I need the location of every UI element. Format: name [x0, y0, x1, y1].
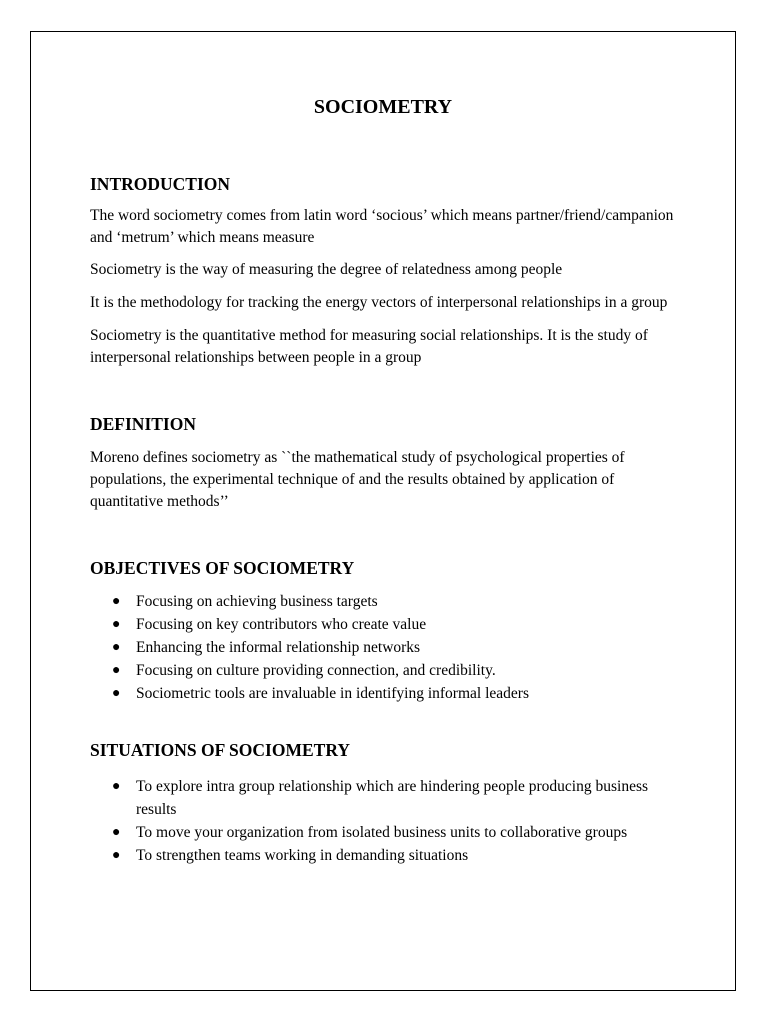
list-item-text: Focusing on achieving business targets [136, 593, 378, 610]
list-item [90, 775, 690, 821]
list-item [90, 821, 690, 844]
list-item [90, 844, 690, 867]
bullet-icon: ● [112, 825, 121, 840]
list-item-text: Focusing on key contributors who create value [136, 616, 427, 633]
definition-heading: DEFINITION [90, 414, 196, 434]
list-item-text: To explore intra group relationship which are hindering people producing business results [136, 778, 649, 818]
list-item-text: To move your organization from isolated business units to collaborative groups [136, 824, 628, 841]
situations-list [90, 775, 690, 867]
document-title: SOCIOMETRY [313, 96, 453, 118]
bullet-icon: ● [112, 617, 121, 632]
list-item [90, 636, 690, 659]
situations-heading: SITUATIONS OF SOCIOMETRY [90, 740, 350, 760]
definition-paragraph: Moreno defines sociometry as ``the mathematical study of psychological properties of populations, the experimental technique of and the results obtained by application of quantitative methods’’ [90, 449, 625, 510]
list-item [90, 659, 690, 682]
introduction-paragraph-2: Sociometry is the way of measuring the degree of relatedness among people [90, 261, 563, 278]
bullet-icon: ● [112, 663, 121, 678]
introduction-paragraph-1: The word sociometry comes from latin word ‘socious’ which means partner/friend/campanion and ‘metrum’ which means measure [90, 207, 674, 246]
list-item [90, 613, 690, 636]
introduction-heading: INTRODUCTION [90, 174, 231, 194]
bullet-icon: ● [112, 594, 121, 609]
bullet-icon: ● [112, 640, 121, 655]
list-item-text: Focusing on culture providing connection, and credibility. [136, 662, 496, 679]
list-item-text: To strengthen teams working in demanding situations [136, 847, 469, 864]
bullet-icon: ● [112, 848, 121, 863]
objectives-heading: OBJECTIVES OF SOCIOMETRY [90, 558, 355, 578]
bullet-icon: ● [112, 779, 121, 794]
objectives-list [90, 590, 690, 705]
list-item [90, 590, 690, 613]
document-body [90, 92, 690, 867]
introduction-paragraph-3: It is the methodology for tracking the energy vectors of interpersonal relationships in a group [90, 294, 668, 311]
bullet-icon: ● [112, 686, 121, 701]
introduction-paragraph-4: Sociometry is the quantitative method for measuring social relationships. It is the study of interpersonal relationships between people in a group [90, 327, 648, 366]
list-item [90, 682, 690, 705]
list-item-text: Sociometric tools are invaluable in identifying informal leaders [136, 685, 529, 702]
list-item-text: Enhancing the informal relationship networks [136, 639, 421, 656]
